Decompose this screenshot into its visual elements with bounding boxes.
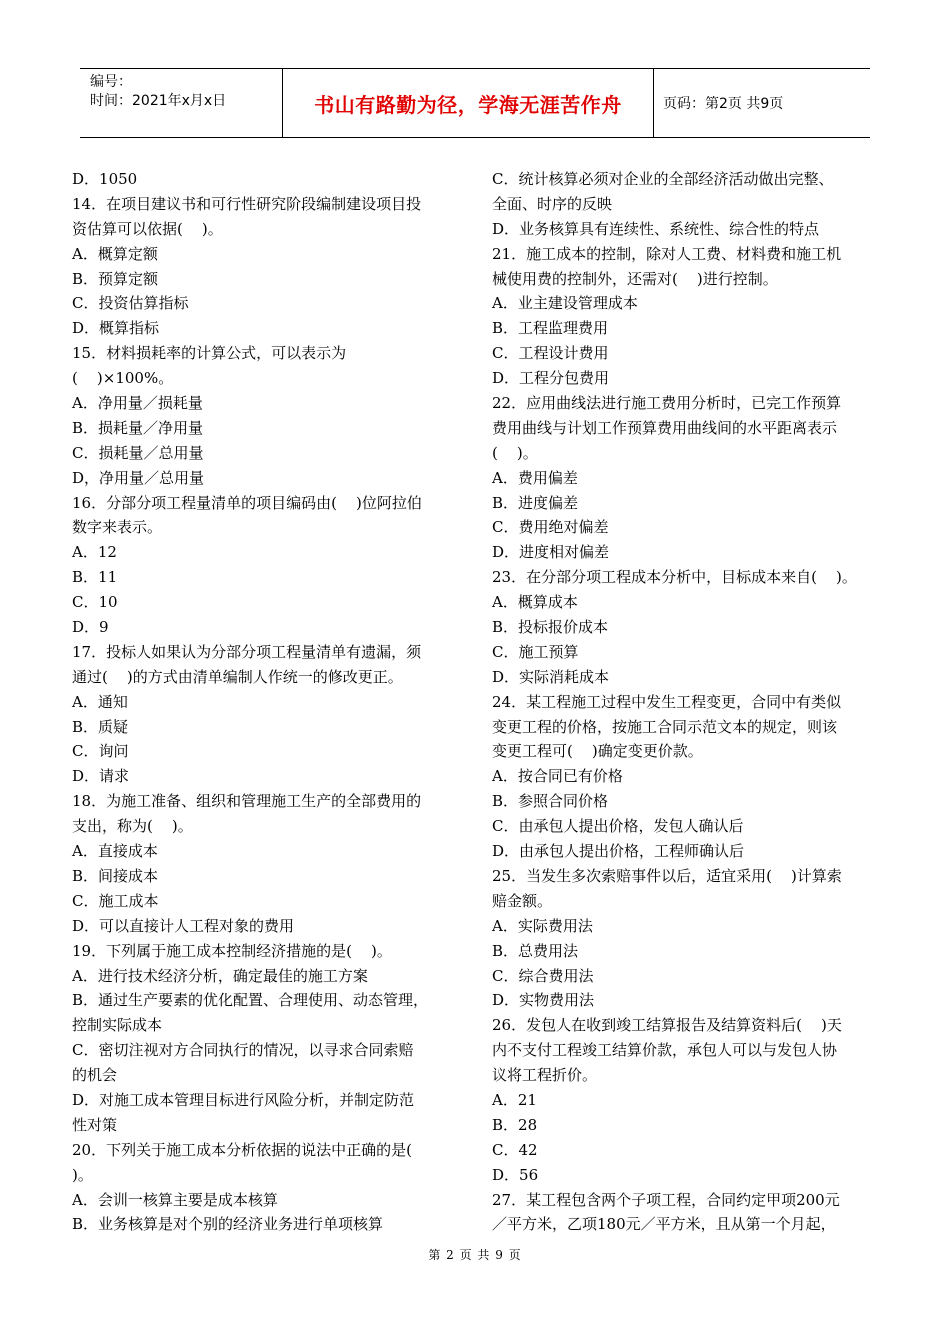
text-line: B．28	[492, 1115, 538, 1134]
text-line: 16．分部分项工程量清单的项目编码由( )位阿拉伯	[72, 493, 422, 512]
text-line: )。	[72, 1165, 93, 1184]
text-line: 内不支付工程竣工结算价款，承包人可以与发包人协	[492, 1041, 838, 1060]
text-line: A．费用偏差	[492, 468, 578, 487]
text-line: 变更工程的价格，按施工合同示范文本的规定，则该	[492, 717, 838, 736]
text-line: C．投资估算指标	[72, 294, 189, 313]
text-line: A．按合同已有价格	[492, 767, 623, 786]
text-line: A．进行技术经济分析，确定最佳的施工方案	[72, 966, 368, 985]
text-line: B．参照合同价格	[492, 792, 609, 811]
text-line: C．综合费用法	[492, 966, 594, 985]
text-line: 资估算可以依据( )。	[72, 219, 223, 238]
text-line: 17．投标人如果认为分部分项工程量清单有遗漏，须	[72, 642, 422, 661]
text-line: ( )。	[492, 443, 538, 462]
text-line: 械使用费的控制外，还需对( )进行控制。	[492, 269, 778, 288]
text-line: 支出，称为( )。	[72, 817, 193, 836]
text-line: D．由承包人提出价格，工程师确认后	[492, 842, 745, 861]
doc-code-label: 编号：	[90, 74, 132, 90]
text-line: D，净用量／总用量	[72, 468, 205, 487]
text-line: A．通知	[72, 692, 128, 711]
text-line: ／平方米，乙项180元／平方米，且从第一个月起，	[492, 1215, 836, 1234]
text-line: D．可以直接计人工程对象的费用	[72, 916, 295, 935]
text-line: C．密切注视对方合同执行的情况，以寻求合同索赔	[72, 1041, 414, 1060]
header-page-number: 页码：第2页 共9页	[663, 96, 784, 112]
header-motto: 书山有路勤为径，学海无涯苦作舟	[282, 69, 654, 137]
text-line: 议将工程折价。	[492, 1066, 598, 1085]
page-header	[80, 68, 870, 138]
text-line: B．预算定额	[72, 269, 159, 288]
text-line: D．实物费用法	[492, 991, 595, 1010]
header-info	[80, 69, 282, 137]
text-line: A．直接成本	[72, 842, 158, 861]
left-column	[72, 167, 462, 1237]
text-line: B．间接成本	[72, 866, 159, 885]
text-line: A．净用量／损耗量	[72, 394, 203, 413]
text-line: D．9	[72, 618, 109, 637]
text-line: C．工程设计费用	[492, 344, 609, 363]
text-line: C．费用绝对偏差	[492, 518, 609, 537]
text-line: 26．发包人在收到竣工结算报告及结算资料后( )天	[492, 1016, 842, 1035]
text-line: 通过( )的方式由清单编制人作统一的修改更正。	[72, 667, 403, 686]
text-line: D．请求	[72, 767, 130, 786]
text-line: C．42	[492, 1140, 538, 1159]
text-line: B．投标报价成本	[492, 618, 609, 637]
text-line: C．施工预算	[492, 642, 579, 661]
text-line: A．会训一核算主要是成本核算	[72, 1190, 278, 1209]
text-line: 20．下列关于施工成本分析依据的说法中正确的是(	[72, 1140, 412, 1159]
right-column	[492, 167, 890, 1237]
text-line: 的机会	[72, 1066, 118, 1085]
doc-time-label: 时间：2021年x月x日	[90, 93, 227, 109]
text-line: D．工程分包费用	[492, 369, 610, 388]
text-line: A．概算成本	[492, 593, 578, 612]
text-line: A．业主建设管理成本	[492, 294, 638, 313]
text-line: 性对策	[72, 1115, 118, 1134]
text-line: B．11	[72, 568, 118, 587]
text-line: B．通过生产要素的优化配置、合理使用、动态管理，	[72, 991, 429, 1010]
text-line: 控制实际成本	[72, 1016, 163, 1035]
text-line: D．业务核算具有连续性、系统性、综合性的特点	[492, 219, 820, 238]
text-line: 变更工程可( )确定变更价款。	[492, 742, 703, 761]
text-line: 19．下列属于施工成本控制经济措施的是( )。	[72, 941, 392, 960]
text-line: D．实际消耗成本	[492, 667, 610, 686]
text-line: 23．在分部分项工程成本分析中，目标成本来自( )。	[492, 568, 857, 587]
text-line: B．业务核算是对个别的经济业务进行单项核算	[72, 1215, 384, 1234]
text-line: 24．某工程施工过程中发生工程变更，合同中有类似	[492, 692, 842, 711]
text-line: 数字来表示。	[72, 518, 163, 537]
text-line: A．概算定额	[72, 244, 158, 263]
text-line: C．由承包人提出价格，发包人确认后	[492, 817, 744, 836]
text-line: 费用曲线与计划工作预算费用曲线间的水平距离表示	[492, 418, 838, 437]
text-line: A．12	[72, 543, 117, 562]
text-line: A．实际费用法	[492, 916, 593, 935]
text-line: A．21	[492, 1090, 537, 1109]
text-line: C．统计核算必须对企业的全部经济活动做出完整、	[492, 170, 834, 188]
text-line: D．概算指标	[72, 319, 160, 338]
text-line: C．10	[72, 593, 118, 612]
text-line: 14．在项目建议书和可行性研究阶段编制建设项目投	[72, 194, 422, 213]
text-line: D．进度相对偏差	[492, 543, 610, 562]
text-line: C．施工成本	[72, 891, 159, 910]
text-line: B．进度偏差	[492, 493, 579, 512]
text-line: C．询问	[72, 742, 129, 761]
text-line: D．56	[492, 1165, 539, 1184]
text-line: 15．材料损耗率的计算公式，可以表示为	[72, 344, 347, 363]
text-line: D．对施工成本管理目标进行风险分析，并制定防范	[72, 1090, 415, 1109]
text-line: ( )×100%。	[72, 369, 174, 388]
text-line: C．损耗量／总用量	[72, 443, 204, 462]
text-line: B．工程监理费用	[492, 319, 609, 338]
page-footer: 第 2 页 共 9 页	[428, 1248, 522, 1262]
text-line: 18．为施工准备、组织和管理施工生产的全部费用的	[72, 792, 422, 811]
text-line: 25．当发生多次索赔事件以后，适宜采用( )计算索	[492, 866, 842, 885]
text-line: 全面、时序的反映	[492, 194, 613, 213]
text-line: 21．施工成本的控制，除对人工费、材料费和施工机	[492, 244, 842, 263]
text-line: 22．应用曲线法进行施工费用分析时，已完工作预算	[492, 394, 842, 413]
text-line: B．损耗量／净用量	[72, 418, 204, 437]
text-line: 赔金额。	[492, 891, 553, 910]
text-line: B．总费用法	[492, 941, 579, 960]
text-line: B．质疑	[72, 717, 129, 736]
text-line: 27．某工程包含两个子项工程，合同约定甲项200元	[492, 1190, 840, 1209]
text-line: D．1050	[72, 170, 138, 188]
